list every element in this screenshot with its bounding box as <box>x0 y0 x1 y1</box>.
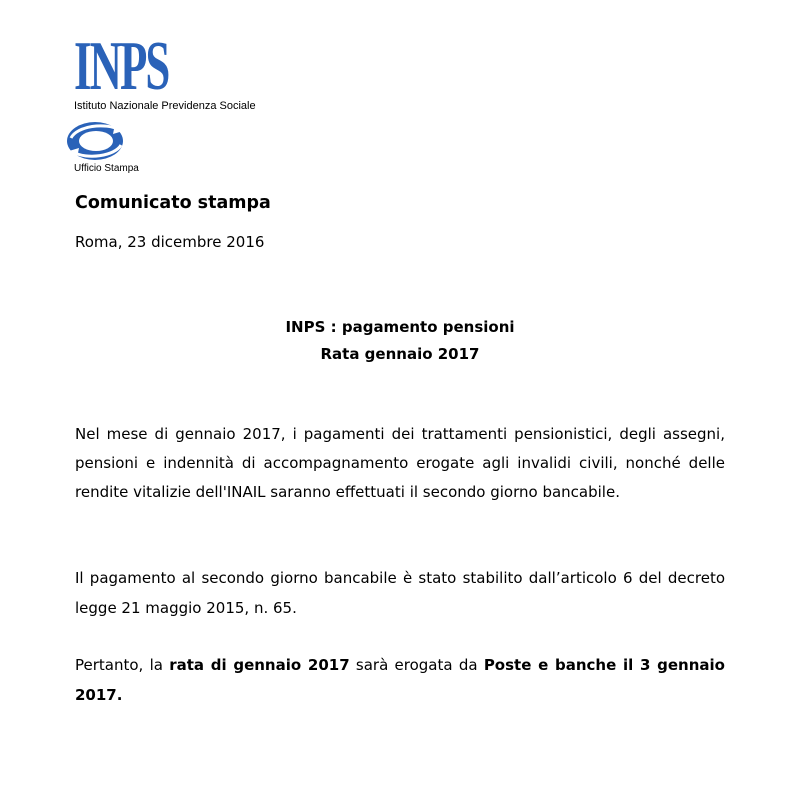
logo-wordmark: INPS <box>74 28 169 105</box>
press-release-title: INPS : pagamento pensioni <box>285 318 515 336</box>
document-type: Comunicato stampa <box>75 193 271 213</box>
title-block <box>75 317 725 365</box>
paragraph-text <box>75 650 725 710</box>
inps-emblem-icon <box>65 118 127 164</box>
organization-name: Istituto Nazionale Previdenza Sociale <box>74 100 256 112</box>
body-paragraph-1 <box>75 420 725 507</box>
inps-logo <box>74 28 334 177</box>
bold-payment-date: Poste e banche il 3 gennaio 2017. <box>75 656 725 704</box>
body-paragraph-2 <box>75 563 725 623</box>
bold-installment: rata di gennaio 2017 <box>169 656 350 674</box>
paragraph-part: sarà erogata da <box>349 656 484 674</box>
office-name: Ufficio Stampa <box>74 163 139 174</box>
paragraph-part: Pertanto, la <box>75 656 170 674</box>
press-release-subtitle: Rata gennaio 2017 <box>320 345 480 363</box>
paragraph-text: Nel mese di gennaio 2017, i pagamenti dei trattamenti pensionistici, degli assegni, pensioni e indennità di accompagnamento erogate agli invalidi civili, nonché delle rendite vitalizie dell'INAIL saranno effettuati il secondo giorno bancabile. <box>75 425 725 501</box>
paragraph-text: Il pagamento al secondo giorno bancabile è stato stabilito dall’articolo 6 del decreto legge 21 maggio 2015, n. 65. <box>75 569 725 617</box>
body-paragraph-3 <box>75 650 725 710</box>
dateline: Roma, 23 dicembre 2016 <box>75 233 265 251</box>
